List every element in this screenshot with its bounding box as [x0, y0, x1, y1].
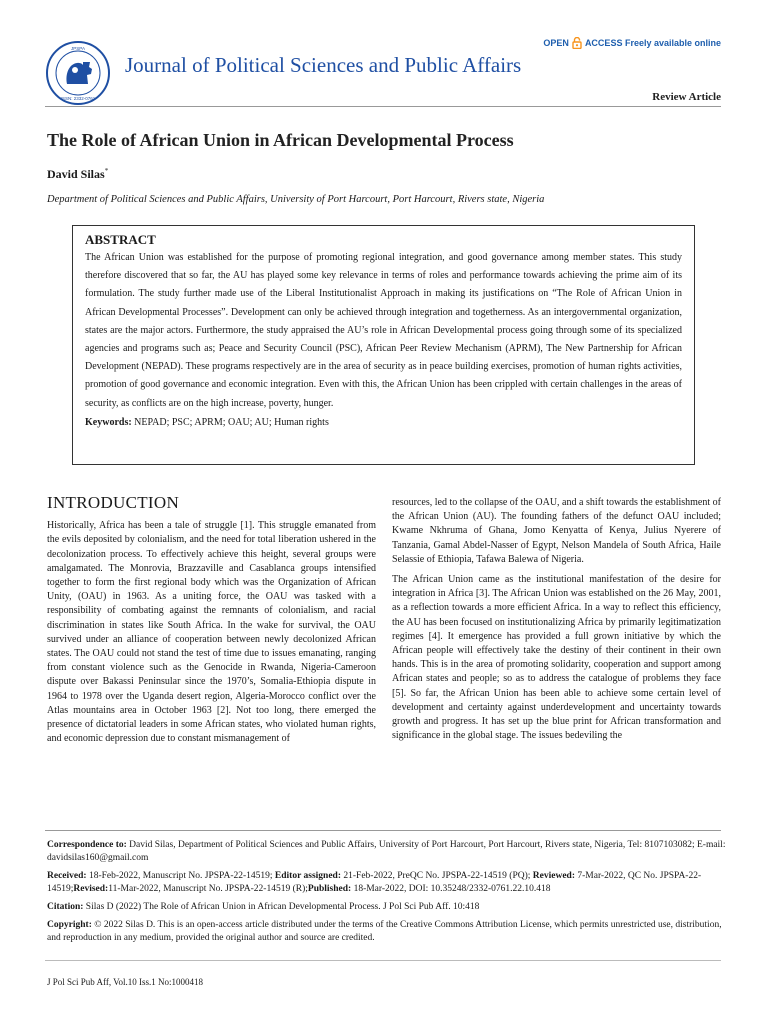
correspondence-label: Correspondence to:	[47, 840, 127, 850]
author-mark: *	[104, 167, 109, 175]
article-footer	[47, 839, 732, 950]
svg-text:JPSPA: JPSPA	[71, 46, 85, 51]
reviewed-label: Reviewed:	[532, 871, 575, 881]
body-paragraph: Historically, Africa has been a tale of struggle [1]. This struggle emanated from the evils deposited by colonialism, and the need for total liberation ushered in the decolonization process. To effectively achieve this height, several groups were amalgamated. The Monrovia, Brazzaville and Casablanca groups intensified together to form the first regional body which was the Organization of African Unity, (OAU) in 1963. As a uniting force, the OAU was tasked with a responsibility of combating against the remnants of colonialism, and racial discrimination in states like South Africa. In the wake for survival, the OAU survived under an alliance of cooperation between newly decolonized African states. The OAU could not stand the test of time due to issues emanating, ranging from constant violence such as the Genocide in Rwanda, Nigeria-Cameroon dispute over Bakassi Peninsular since the 1970’s, Somalia-Ethiopia dispute in 1964 to 1978 over the Uganda desert region, Algeria-Morocco conflict over the Atlas mountains area in October 1963 [2]. Not too long, there emerged the presence of dictatorial leaders in some African states, who violated human rights, and economic depression due to constant mismanagement of	[47, 520, 376, 745]
author	[47, 167, 108, 182]
header-divider	[45, 106, 721, 107]
journal-seal-icon	[45, 40, 111, 106]
revised-text: 11-Mar-2022, Manuscript No. JPSPA-22-14519 (R);	[108, 884, 308, 894]
body-column-left	[47, 493, 376, 752]
section-heading-introduction: INTRODUCTION	[47, 493, 180, 512]
correspondence	[47, 839, 732, 865]
correspondence-text: David Silas, Department of Political Sciences and Public Affairs, University of Port Harcourt, Port Harcourt, Rivers state, Nigeria, Tel: 8107103082; E-mail: davidsilas160@gmail.com	[47, 840, 726, 863]
citation-label: Citation:	[47, 902, 84, 912]
svg-text:ISSN: 2332-0761: ISSN: 2332-0761	[60, 96, 96, 101]
body-paragraph: resources, led to the collapse of the OAU, and a shift towards the establishment of the African Union (AU). The founding fathers of the defunct OAU included; Kwame Nkhruma of Ghana, Jomo Kenyatta of Kenya, Julius Nyerere of Tanzania, Gamal Abdel-Nasser of Egypt, Nelson Mandela of South Africa, Haile Selassie of Ethiopia, Tafawa Balewa of Nigeria.	[392, 497, 721, 565]
abstract-heading: ABSTRACT	[85, 232, 156, 247]
open-access-suffix: ACCESS Freely available online	[584, 38, 721, 48]
affiliation: Department of Political Sciences and Public Affairs, University of Port Harcourt, Port Harcourt, Rivers state, Nigeria	[47, 194, 545, 205]
open-lock-icon	[572, 37, 582, 49]
received-label: Received:	[47, 871, 87, 881]
citation	[47, 901, 732, 914]
abstract-text: The African Union was established for the purpose of promoting regional integration, and good governance among member states. This study therefore discovered that so far, the AU has played some key relevance in terms of roles and performance towards achieving the prime aim of its formulation. The study further made use of the Liberal Institutionalist Approach in making its justifications on “The Role of African Union in African Developmental Processes”. Development can only be achieved through integration and togetherness. As an intergovernmental organization, states are the major actors. Furthermore, the study appraised the AU’s role in African Developmental process going through some of its specialized agencies and programs such as; Peace and Security Council (PSC), African Peer Review Mechanism (APRM), The New Partnership for African Development (NEPAD). These programs respectively are in the area of security as in peace building exercises, promotion of human rights activities, promotion of good governance and economic integration. Even with this, the African Union has been crippled with certain challenges in the areas of security, as conflicts are on the high increase, poverty, hunger.	[85, 252, 682, 409]
received-text: 18-Feb-2022, Manuscript No. JPSPA-22-14519;	[88, 871, 273, 881]
author-name[interactable]: David Silas	[47, 167, 105, 181]
copyright	[47, 919, 732, 945]
citation-text: Silas D (2022) The Role of African Union in African Developmental Process. J Pol Sci Pub Aff. 10:418	[85, 902, 480, 912]
body-column-right	[392, 496, 721, 749]
editor-label: Editor assigned:	[274, 871, 341, 881]
open-access-prefix: OPEN	[543, 38, 569, 48]
abstract-box	[72, 225, 695, 465]
page-footer-divider	[45, 960, 721, 961]
keywords-list: NEPAD; PSC; APRM; OAU; AU; Human rights	[134, 416, 329, 428]
keywords-label: Keywords:	[85, 416, 132, 428]
paper-title: The Role of African Union in African Developmental Process	[47, 130, 514, 150]
published-label: Published:	[307, 884, 352, 894]
copyright-text: © 2022 Silas D. This is an open-access article distributed under the terms of the Creative Commons Attribution License, which permits unrestricted use, distribution, and reproduction in any medium, provided the original author and source are credited.	[47, 920, 722, 943]
article-type: Review Article	[652, 91, 721, 103]
body-paragraph: The African Union came as the institutional manifestation of the desire for integration in Africa [3]. The African Union was established on the 26 May, 2001, as a reflection towards a more efficient Africa. In a way to reflect this efficiency, the AU has been focused on institutionalizing Africa by primarily legitimatization regimes [4]. It emergence has provided a full grown initiative by which the African people will effectively take the destiny of their continent in their own hands. This is in the area of promoting solidarity, cooperation and support among African states and people; so as to address the catalogue of problems they face [5]. So far, the African Union has been able to achieve some certain level of development and certainty against underdevelopment and uncertainty towards growth and progress. It has set up the blue print for African transformation and significance in the global stage. The issues bedeviling the	[392, 574, 721, 742]
editor-text: 21-Feb-2022, PreQC No. JPSPA-22-14519 (PQ);	[343, 871, 531, 881]
published-text: 18-Mar-2022, DOI: 10.35248/2332-0761.22.10.418	[353, 884, 551, 894]
copyright-label: Copyright:	[47, 920, 92, 930]
revised-label: Revised:	[73, 884, 109, 894]
open-access-badge[interactable]	[543, 37, 721, 49]
reviewed-text: 7-Mar-2022, QC No. JPSPA-22-14519;	[47, 871, 702, 894]
history	[47, 870, 732, 896]
footer-divider	[45, 830, 721, 831]
page-footer: J Pol Sci Pub Aff, Vol.10 Iss.1 No:1000418	[47, 977, 204, 987]
journal-logo	[45, 40, 111, 106]
keywords	[85, 415, 682, 431]
journal-title[interactable]: Journal of Political Sciences and Public Affairs	[125, 53, 522, 77]
